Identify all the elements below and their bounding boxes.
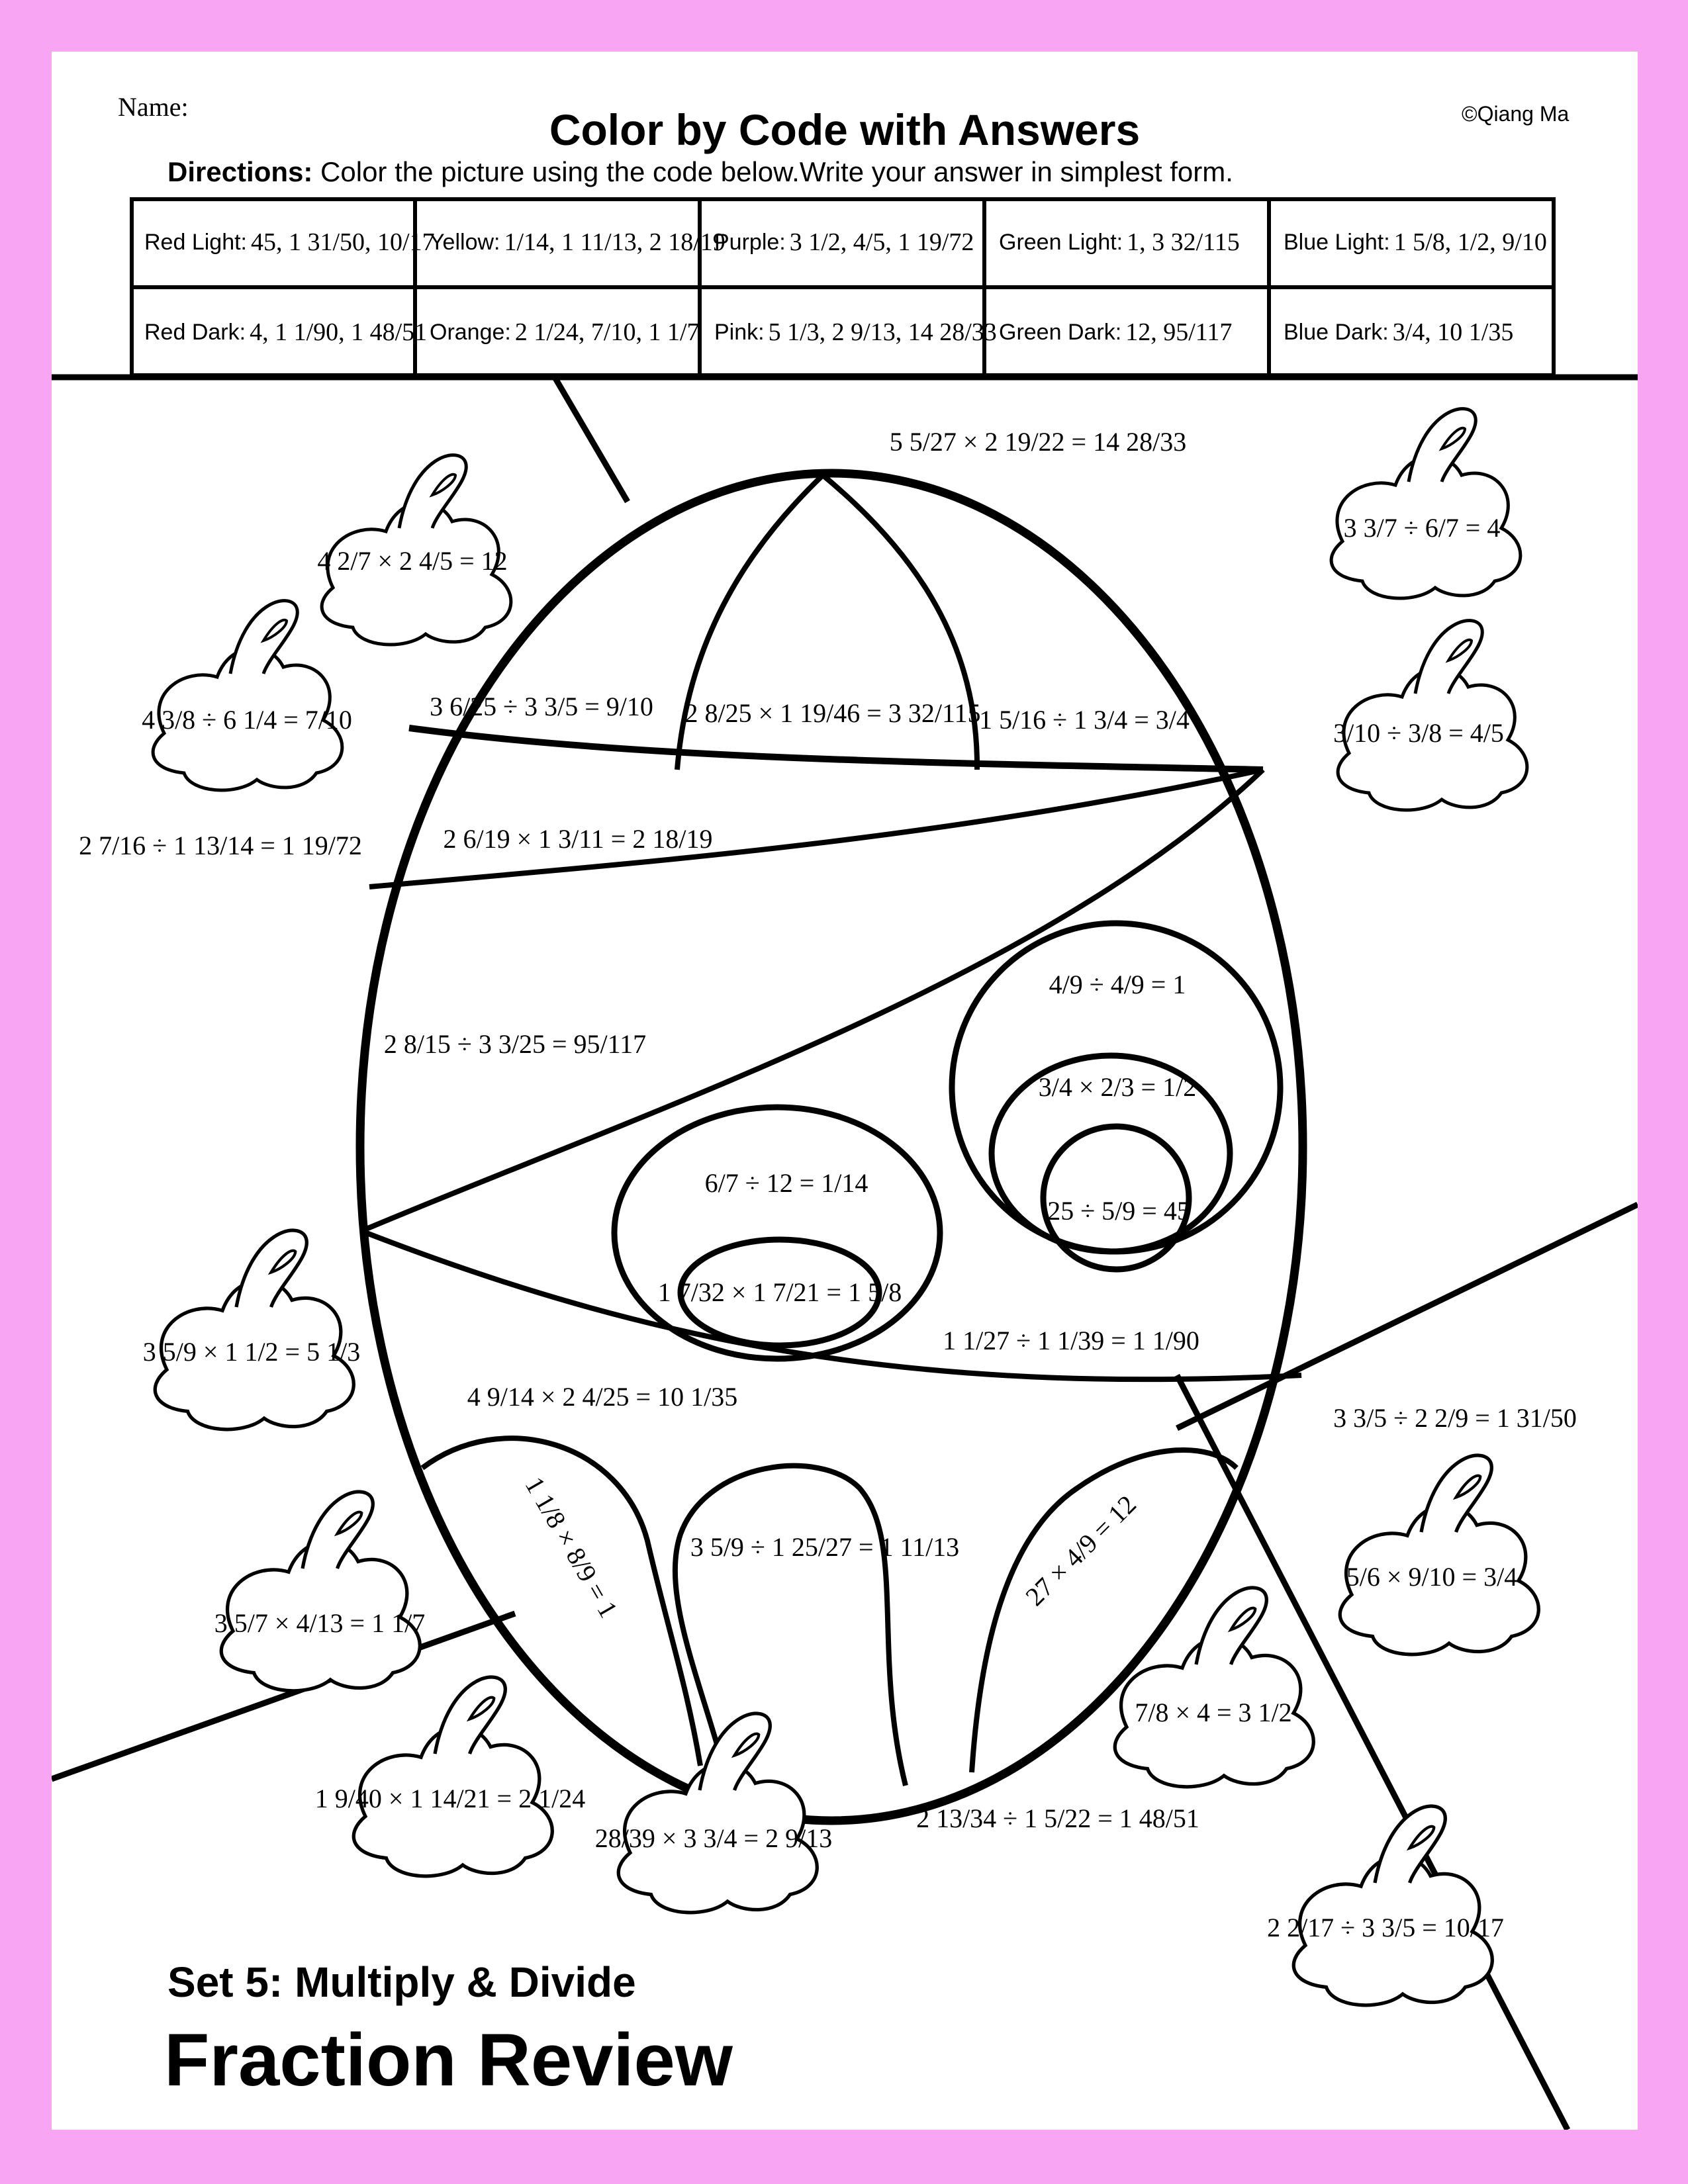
- code-green-dark: Green Dark: 12, 95/117: [999, 318, 1233, 346]
- problem-circle-inner: 25 ÷ 5/9 = 45: [1047, 1196, 1190, 1226]
- main-title: Fraction Review: [164, 2019, 733, 2101]
- bunny-top-right: [1331, 409, 1521, 598]
- problem-egg-middle-left: 2 8/15 ÷ 3 3/25 = 95/117: [383, 1029, 647, 1059]
- problem-egg-top-center: 2 8/25 × 1 19/46 = 3 32/115: [684, 698, 981, 728]
- problem-bunny-bottom-right: 2 2/17 ÷ 3 3/5 = 10/17: [1267, 1913, 1504, 1942]
- problem-egg-bottom-right: 27 × 4/9 = 12: [1019, 1489, 1143, 1612]
- problem-egg-lower-band: 1 1/27 ÷ 1 1/39 = 1 1/90: [943, 1326, 1199, 1355]
- code-red-dark: Red Dark: 4, 1 1/90, 1 48/51: [144, 318, 428, 346]
- problem-egg-top-right: 1 5/16 ÷ 1 3/4 = 3/4: [979, 705, 1190, 735]
- problem-egg-lower-left: 4 9/14 × 2 4/25 = 10 1/35: [467, 1382, 738, 1412]
- bunny-right-2: [1338, 621, 1527, 810]
- problem-bottom-center: 2 13/34 ÷ 1 5/22 = 1 48/51: [916, 1803, 1199, 1833]
- problem-egg-top-left: 3 6/25 ÷ 3 3/5 = 9/10: [430, 692, 653, 721]
- problem-egg-bottom-center: 3 5/9 ÷ 1 25/27 = 1 11/13: [690, 1532, 960, 1562]
- copyright-label: ©Qiang Ma: [1462, 102, 1570, 126]
- worksheet-title: Color by Code with Answers: [549, 105, 1141, 154]
- problem-bunny-bottom-2: 28/39 × 3 3/4 = 2 9/13: [594, 1823, 833, 1853]
- problem-circle-mid: 3/4 × 2/3 = 1/2: [1038, 1072, 1197, 1102]
- code-yellow: Yellow: 1/14, 1 11/13, 2 18/19: [430, 228, 726, 256]
- code-blue-dark: Blue Dark: 3/4, 10 1/35: [1284, 318, 1514, 346]
- problem-bunny-left-2: 4 3/8 ÷ 6 1/4 = 7/10: [142, 705, 352, 735]
- bunny-bottom-1: [353, 1677, 552, 1876]
- bunny-right-3: [1340, 1455, 1538, 1655]
- bunny-left-3: [155, 1230, 353, 1430]
- problem-bunny-left-4: 3 5/7 × 4/13 = 1 1/7: [214, 1608, 426, 1638]
- bunny-bottom-2: [618, 1713, 817, 1913]
- name-label: Name:: [118, 92, 189, 122]
- directions-text: Color the picture using the code below.Write your answer in simplest form.: [312, 156, 1233, 187]
- directions-label: Directions:: [167, 156, 313, 187]
- problem-bunny-left-3: 3 5/9 × 1 1/2 = 5 1/3: [142, 1337, 361, 1367]
- problem-bunny-right-2: 3/10 ÷ 3/8 = 4/5: [1333, 718, 1504, 748]
- code-pink: Pink: 5 1/3, 2 9/13, 14 28/33: [714, 318, 997, 346]
- bunny-left-2: [153, 601, 342, 790]
- bunny-left-4: [221, 1492, 420, 1691]
- directions: [167, 156, 1233, 188]
- code-green-light: Green Light: 1, 3 32/115: [999, 228, 1240, 256]
- bunny-bottom-right: [1293, 1806, 1492, 2005]
- bunny-right-4: [1115, 1588, 1313, 1787]
- code-purple: Purple: 3 1/2, 4/5, 1 19/72: [714, 228, 974, 256]
- color-code-table: [130, 197, 1556, 377]
- code-blue-light: Blue Light: 1 5/8, 1/2, 9/10: [1284, 228, 1547, 256]
- problem-oval-inner: 1 7/32 × 1 7/21 = 1 5/8: [657, 1277, 902, 1307]
- problem-top-center: 5 5/27 × 2 19/22 = 14 28/33: [889, 427, 1187, 457]
- problem-oval-outer: 6/7 ÷ 12 = 1/14: [704, 1168, 868, 1198]
- problem-bunny-right-4: 7/8 × 4 = 3 1/2: [1135, 1698, 1292, 1727]
- problem-egg-band: 2 6/19 × 1 3/11 = 2 18/19: [443, 824, 713, 854]
- set-title: Set 5: Multiply & Divide: [167, 1958, 636, 2006]
- problem-bunny-top-right: 3 3/7 ÷ 6/7 = 4: [1343, 513, 1501, 543]
- problem-egg-bottom-left: 1 1/8 × 8/9 = 1: [519, 1471, 624, 1623]
- problem-bunny-right-3: 5/6 × 9/10 = 3/4: [1346, 1562, 1518, 1592]
- problem-circle-outer: 4/9 ÷ 4/9 = 1: [1049, 970, 1186, 999]
- code-red-light: Red Light: 45, 1 31/50, 10/17: [144, 228, 435, 256]
- worksheet-page: [52, 52, 1638, 2130]
- code-orange: Orange: 2 1/24, 7/10, 1 1/7: [430, 318, 700, 346]
- problem-right-outside: 3 3/5 ÷ 2 2/9 = 1 31/50: [1333, 1403, 1577, 1433]
- problem-left-outside: 2 7/16 ÷ 1 13/14 = 1 19/72: [79, 831, 362, 860]
- problem-bunny-bottom-1: 1 9/40 × 1 14/21 = 2 1/24: [314, 1784, 586, 1813]
- problem-bunny-top-left: 4 2/7 × 2 4/5 = 12: [317, 546, 508, 576]
